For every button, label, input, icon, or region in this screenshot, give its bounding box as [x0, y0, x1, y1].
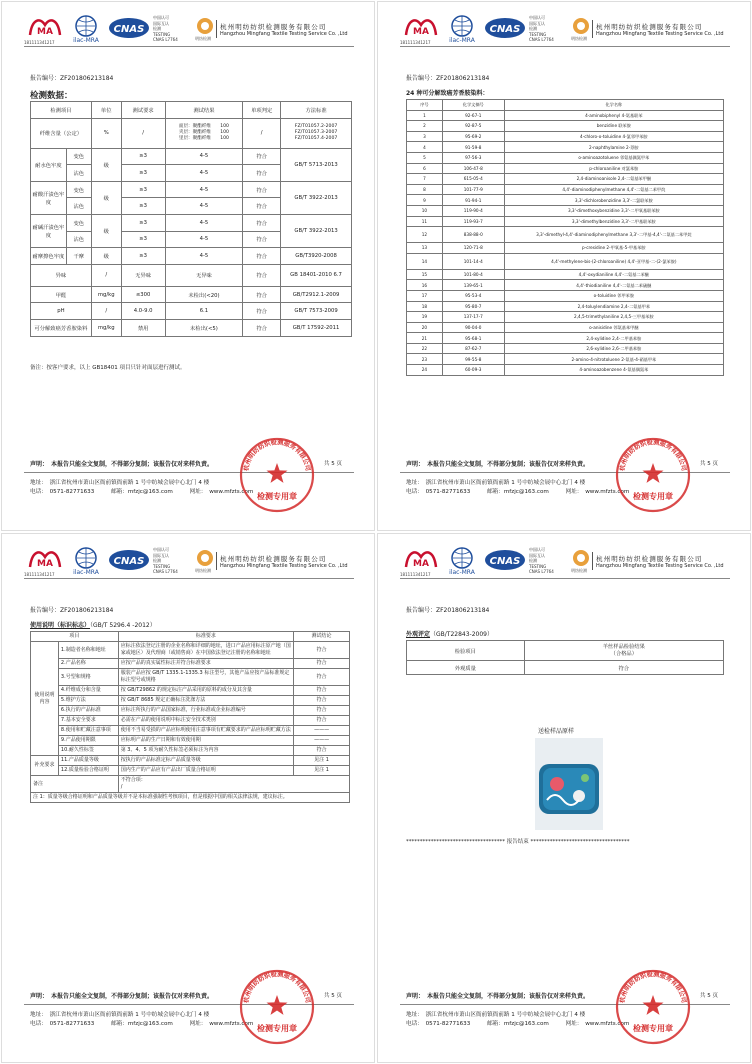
report-number: 报告编号：ZF201806213184	[406, 75, 490, 82]
table-row: 13 120-71-8 p-cresidine 2-甲氧基-5-甲基苯胺	[407, 243, 724, 254]
table-row: 8.使用和贮藏注意事项 使用不当易受损的产品应标明使用注意事项有贮藏要求的产品应标明贮藏方法 ———	[31, 726, 350, 736]
table-header-row: 检测项目 单位 测试要求 测试结果 单项判定 方法标准	[31, 102, 352, 119]
section-title: 检测数据：	[30, 91, 73, 101]
svg-text:MA: MA	[37, 559, 53, 569]
ma-logo-icon	[28, 15, 62, 37]
svg-text:ilac-MRA: ilac-MRA	[449, 569, 475, 576]
labeling-table	[30, 631, 350, 803]
declaration: 声明： 本报告只能全文复制，不得部分复制；该报告仅对来样负责。	[30, 461, 214, 468]
table-row: 7 615-05-4 2,4-diaminoanisole 2,4-二氨基苯甲醚	[407, 174, 724, 185]
company-logo-text: 明纺检测	[195, 36, 211, 41]
table-row: 22 87-62-7 2,6-xylidine 2,6-二甲基苯胺	[407, 343, 724, 354]
table-row: 补充要求 11.产品质量等级 按执行的产品标准定标产品质量等级 见注 1	[31, 756, 350, 766]
table-row: 2 92-87-5 benzidine 联苯胺	[407, 121, 724, 132]
svg-text:CNAS: CNAS	[113, 556, 145, 567]
declaration: 声明： 本报告只能全文复制，不得部分复制；该报告仅对来样负责。	[406, 461, 590, 468]
header-divider	[24, 46, 354, 47]
table-row: 耐水色牢度 变色 级 ≥3 4-5 符合 GB/T 5713-2013	[31, 148, 352, 165]
page-count: 共 5 页	[700, 461, 718, 467]
company-name: 杭州明纺纺织检测服务有限公司	[596, 23, 703, 31]
svg-text:检测专用章: 检测专用章	[257, 492, 297, 501]
official-stamp-icon	[238, 436, 316, 514]
ilac-logo-icon	[66, 14, 106, 44]
table-row: 20 90-04-0 o-anisidine 邻氨基苯甲醚	[407, 322, 724, 333]
company-name-en: Hangzhou Mingfang Textile Testing Service Co. ,Ltd	[596, 563, 724, 569]
company-logo-icon	[572, 17, 590, 35]
svg-text:检测专用章: 检测专用章	[633, 1024, 673, 1033]
cnas-label: CNAS	[113, 24, 145, 35]
svg-text:CNAS: CNAS	[489, 556, 521, 567]
note-row: 注 1：质量等级合格证明和产品质量等级并不是本标准强制性考核项目，但是根据中国的相关法律法规，建议标注。	[31, 793, 350, 803]
remark-row: 备注 不符合项： /	[31, 776, 350, 793]
company-name-en: Hangzhou Mingfang Textile Testing Service Co. ,Ltd	[220, 563, 348, 569]
footer-address: 地址： 浙江省杭州市萧山区衙前镇衙前路 1 号中纺城会展中心北门 4 楼 电话： 0571-82771633 邮箱：mfzjc@163.com 网址： www.mfzts.com	[30, 1012, 254, 1027]
appearance-table	[406, 640, 724, 675]
report-end: ************************************ 报告结束 ************************************	[406, 839, 630, 845]
svg-text:杭州明纺纺织检测服务有限公司: 杭州明纺纺织检测服务有限公司	[618, 439, 688, 472]
declaration: 声明： 本报告只能全文复制，不得部分复制；该报告仅对来样负责。	[30, 993, 214, 1000]
table-row: 4.纤维成分和含量 按 GB/T29862 的规定标注产品采用的原料的成分及其含量 符合	[31, 686, 350, 696]
table-row: 21 95-68-1 2,4-xylidine 2,4-二甲基苯胺	[407, 333, 724, 344]
svg-text:MA: MA	[413, 27, 429, 37]
table-row: 10.耐久性标签 第 3、4、5 项为耐久性标签必须标注为内容 符合	[31, 746, 350, 756]
report-number: 报告编号：ZF201806213184	[30, 607, 114, 614]
ma-number: 181111341217	[24, 40, 55, 45]
cnas-logo-icon	[108, 16, 150, 40]
table-row: 6.执行的产品标准 应标注所执行的产品国家标准，行业标准或企业标准编号 符合	[31, 706, 350, 716]
table-row: 沾色 ≥3 4-5 符合	[31, 198, 352, 215]
sample-photo	[535, 738, 603, 830]
table-row: 纤维含量（公定） % / 面层：聚酯纤维 100 夹层：聚酯纤维 100 里层：聚酯纤维 100 / FZ/T01057.2-2007 FZ/T01057.3-2007 FZ/T01057.4-2007	[31, 118, 352, 148]
page-count: 共 5 页	[324, 993, 342, 999]
table-row: 2.产品名称 应按产品的真实属性标注并符合标准要求 符合	[31, 659, 350, 669]
table-row: 9 91-94-1 3,3'-dichlorobenzidine 3,3'-二氯联苯胺	[407, 195, 724, 206]
company-name: 杭州明纺纺织检测服务有限公司	[220, 23, 327, 31]
official-stamp-icon	[238, 968, 316, 1046]
report-number: 报告编号：ZF201806213184	[30, 75, 114, 82]
table-header-row: 序号 化学文摘号 化学名称	[407, 100, 724, 111]
table-row: 沾色 ≥3 4-5 符合	[31, 165, 352, 182]
svg-text:检测专用章: 检测专用章	[633, 492, 673, 501]
report-page-2: MA 181111341217 ilac-MRA CNAS 中国认可 国际互认 检测 TESTING CNAS L7764 明纺检测 杭州明纺纺织检测服务有限公司 Hangzhou Mingfang Textile Testing Service Co. ,Ltd 报告编号：ZF201806213184 24 种可分解致癌芳香胺染料： 序号 化学文摘号 化学名称 1 92-67-1 4-aminobiphenyl 4-氨基联苯 2 92-87-5 benzidine 联苯胺 3 95-69-2 4-chloro-o-toluidine 4-氯邻甲苯胺 4 91-59-8 2-naphthylamine 2-萘胺 5 97-56-3 o-aminoazotoluene 邻氨基偶氮甲苯 6 106-47-8 p-chloroaniline 对氯苯胺 7 615-05-4 2,4-diaminoanisole 2,4-二氨基苯甲醚 8 101-77-9 4,4'-diaminodiphenylmethane 4,4'-二氨基二苯甲烷 9 91-94-1 3,3'-dichlorobenzidine 3,3'-二氯联苯胺 10 119-90-4 3,3'-dimethoxybenzidine 3,3'-二甲氧基联苯胺 11 119-93-7 3,3'-dimethylbenzidine 3,3'-二甲基联苯胺 12 838-88-0 3,3'-dimethyl-4,4'-diaminodiphenylmethane 3,3'-二甲基-4,4'-二氨基二苯甲烷 13 120-71-8 p-cresidine 2-甲氧基-5-甲基苯胺 14 101-14-4 4,4'-methylene-bis-(2-chloroaniline) 4,4'-亚甲基-二-(2-氯苯胺) 15 101-80-4 4,4'-oxydianiline 4,4'-二氨基二苯醚 16 139-65-1 4,4'-thiodianiline 4,4'-二氨基二苯硫醚 17 95-53-4 o-toluidine 邻甲苯胺 18 95-80-7 2,4-toluylendiamine 2,4-二氨基甲苯 19 137-17-7 2,4,5-trimethylaniline 2,4,5-三甲基苯胺 20 90-04-0 o-anisidine 邻氨基苯甲醚 21 95-68-1 2,4-xylidine 2,4-二甲基苯胺 22 87-62-7 2,6-xylidine 2,6-二甲基苯胺 23 99-55-8 2-amino-4-nitrotoluene 2-氨基-4-硝基甲苯 24 60-09-3 4-aminoazobenzene 4-氨基偶氮苯 声明： 本报告只能全文复制，不得部分复制；该报告仅对来样负责。 共 5 页 地址： 浙江省杭州市萧山区衙前镇衙前路 1 号中纺城会展中心北门 4 楼 电话： 0571-82771633 邮箱：mfzjc@163.com 网址： www.mfzts.com 杭州明纺纺织检测服务有限公司 检测专用章	[377, 1, 751, 531]
table-row: 9.产品使用期限 应标明产品的生产日期和有效使用期 ———	[31, 736, 350, 746]
company-logo-icon	[572, 549, 590, 567]
table-row: 沾色 ≥3 4-5 符合	[31, 231, 352, 248]
table-row: 12 838-88-0 3,3'-dimethyl-4,4'-diaminodiphenylmethane 3,3'-二甲基-4,4'-二氨基二苯甲烷	[407, 227, 724, 243]
company-name: 杭州明纺纺织检测服务有限公司	[596, 555, 703, 563]
official-stamp-icon	[614, 968, 692, 1046]
table-row: 5 97-56-3 o-aminoazotoluene 邻氨基偶氮甲苯	[407, 152, 724, 163]
table-row: 外观质量 符合	[407, 661, 724, 675]
svg-text:杭州明纺纺织检测服务有限公司: 杭州明纺纺织检测服务有限公司	[242, 439, 312, 472]
cnas-logo-icon	[108, 548, 150, 572]
table-row: 使用说明内容 1.制造者名称和地址 应标注依法登记注册的企业名称和详细的地址，进口产品应用标注原产地（国家或地区）及代理商（或销售商）在中国依法登记注册的名称和地址 符合	[31, 642, 350, 659]
table-row: 15 101-80-4 4,4'-oxydianiline 4,4'-二氨基二苯醚	[407, 269, 724, 280]
ilac-logo-icon	[66, 546, 106, 576]
table-row: 检验项目 羊丝样品检验结果 （合格品）	[407, 641, 724, 661]
table-row: 1 92-67-1 4-aminobiphenyl 4-氨基联苯	[407, 110, 724, 121]
ilac-logo-icon	[442, 546, 482, 576]
footer-address: 地址： 浙江省杭州市萧山区衙前镇衙前路 1 号中纺城会展中心北门 4 楼 电话： 0571-82771633 邮箱：mfzjc@163.com 网址： www.mfzts.com	[30, 480, 254, 495]
aromatic-amine-table	[406, 99, 724, 376]
company-name: 杭州明纺纺织检测服务有限公司	[220, 555, 327, 563]
report-page-1	[1, 1, 375, 531]
svg-text:CNAS: CNAS	[489, 24, 521, 35]
ma-label: MA	[37, 27, 53, 37]
cnas-accreditation-text: 中国认可 国际互认 检测 TESTING CNAS L7764	[153, 15, 178, 42]
table-row: 23 99-55-8 2-amino-4-nitrotoluene 2-氨基-4-硝基甲苯	[407, 354, 724, 365]
section-title: 外观评定（GB/T22843-2009）	[406, 631, 493, 638]
ma-logo-icon	[28, 547, 62, 569]
table-row: 耐碱汗渍色牢度 变色 级 ≥3 4-5 符合 GB/T 3922-2013	[31, 214, 352, 231]
section-title: 24 种可分解致癌芳香胺染料：	[406, 90, 489, 97]
svg-text:MA: MA	[413, 559, 429, 569]
table-row: 8 101-77-9 4,4'-diaminodiphenylmethane 4,4'-二氨基二苯甲烷	[407, 184, 724, 195]
declaration: 声明： 本报告只能全文复制，不得部分复制；该报告仅对来样负责。	[406, 993, 590, 1000]
company-name-en: Hangzhou Mingfang Textile Testing Service Co. ,Ltd	[220, 31, 348, 37]
page-count: 共 5 页	[324, 461, 342, 467]
table-row: 5.维护方法 按 GB/T 8685 规定正确标注洗涤方法 符合	[31, 696, 350, 706]
ilac-label: ilac-MRA	[73, 37, 99, 44]
table-row: pH / 4.0-9.0 6.1 符合 GB/T 7573-2009	[31, 303, 352, 320]
section-title: 使用说明（标识标志）（GB/T 5296.4 -2012）	[30, 622, 156, 629]
svg-text:ilac-MRA: ilac-MRA	[73, 569, 99, 576]
report-page-4: MA 181111341217 ilac-MRA CNAS 中国认可 国际互认 检测 TESTING CNAS L7764 明纺检测 杭州明纺纺织检测服务有限公司 Hangzhou Mingfang Textile Testing Service Co. ,Ltd 报告编号：ZF201806213184 外观评定（GB/T22843-2009） 检验项目 羊丝样品检验结果 （合格品） 外观质量 符合 送检样品原样 ************************************ 报告结束 ************************************ 声明： 本报告只能全文复制，不得部分复制；该报告仅对来样负责。 共 5 页 地址： 浙江省杭州市萧山区衙前镇衙前路 1 号中纺城会展中心北门 4 楼 电话： 0571-82771633 邮箱：mfzjc@163.com 网址： www.mfzts.com 杭州明纺纺织检测服务有限公司 检测专用章	[377, 533, 751, 1063]
table-row: 12.质量检验合格证明 国内生产的产品应有产品出厂质量合格证明 见注 1	[31, 766, 350, 776]
table-row: 3 95-69-2 4-chloro-o-toluidine 4-氯邻甲苯胺	[407, 131, 724, 142]
table-row: 3.号型和规格 服装产品应按 GB/T 1335.1-1335.3 标注型号，其他产品应按产品标准规定标注型号或规格 符合	[31, 669, 350, 686]
table-header-row: 项目 标准要求 测试结论	[31, 632, 350, 642]
table-row: 16 139-65-1 4,4'-thiodianiline 4,4'-二氨基二苯硫醚	[407, 280, 724, 291]
company-logo-icon	[196, 17, 214, 35]
company-name-en: Hangzhou Mingfang Textile Testing Service Co. ,Ltd	[596, 31, 724, 37]
table-row: 甲醛 mg/kg ≤300 未检出(<20) 符合 GB/T2912.1-2009	[31, 286, 352, 303]
report-number: 报告编号：ZF201806213184	[406, 607, 490, 614]
sample-caption: 送检样品原样	[538, 728, 575, 735]
footer-address: 地址： 浙江省杭州市萧山区衙前镇衙前路 1 号中纺城会展中心北门 4 楼 电话： 0571-82771633 邮箱：mfzjc@163.com 网址： www.mfzts.com	[406, 1012, 630, 1027]
footer-address: 地址： 浙江省杭州市萧山区衙前镇衙前路 1 号中纺城会展中心北门 4 楼 电话： 0571-82771633 邮箱：mfzjc@163.com 网址： www.mfzts.com	[406, 480, 630, 495]
official-stamp-icon	[614, 436, 692, 514]
cnas-logo-icon	[484, 16, 526, 40]
svg-text:ilac-MRA: ilac-MRA	[449, 37, 475, 44]
table-row: 14 101-14-4 4,4'-methylene-bis-(2-chloroaniline) 4,4'-亚甲基-二-(2-氯苯胺)	[407, 253, 724, 269]
table-row: 17 95-53-4 o-toluidine 邻甲苯胺	[407, 290, 724, 301]
report-page-3: MA 181111341217 ilac-MRA CNAS 中国认可 国际互认 检测 TESTING CNAS L7764 明纺检测 杭州明纺纺织检测服务有限公司 Hangzhou Mingfang Textile Testing Service Co. ,Ltd 报告编号：ZF201806213184 使用说明（标识标志）（GB/T 5296.4 -2012） 项目 标准要求 测试结论 使用说明内容 1.制造者名称和地址 应标注依法登记注册的企业名称和详细的地址，进口产品应用标注原产地（国家或地区）及代理商（或销售商）在中国依法登记注册的名称和地址 符合 2.产品名称 应按产品的真实属性标注并符合标准要求 符合 3.号型和规格 服装产品应按 GB/T 1335.1-1335.3 标注型号，其他产品应按产品标准规定标注型号或规格 符合 4.纤维成分和含量 按 GB/T29862 的规定标注产品采用的原料的成分及其含量 符合 5.维护方法 按 GB/T 8685 规定正确标注洗涤方法 符合 6.执行的产品标准 应标注所执行的产品国家标准，行业标准或企业标准编号 符合 7.基本安全要求 必需在产品的使用说明中标注安全技术类别 符合 8.使用和贮藏注意事项 使用不当易受损的产品应标明使用注意事项有贮藏要求的产品应标明贮藏方法 ——— 9.产品使用期限 应标明产品的生产日期和有效使用期 ——— 10.耐久性标签 第 3、4、5 项为耐久性标签必须标注为内容 符合 补充要求 11.产品质量等级 按执行的产品标准定标产品质量等级 见注 1 12.质量检验合格证明 国内生产的产品应有产品出厂质量合格证明 见注 1 备注 不符合项： / 注 1：质量等级合格证明和产品质量等级并不是本标准强制性考核项目，但是根据中国的相关法律法规，建议标注。 声明： 本报告只能全文复制，不得部分复制；该报告仅对来样负责。 共 5 页 地址： 浙江省杭州市萧山区衙前镇衙前路 1 号中纺城会展中心北门 4 楼 电话： 0571-82771633 邮箱：mfzjc@163.com 网址： www.mfzts.com 杭州明纺纺织检测服务有限公司 检测专用章	[1, 533, 375, 1063]
table-row: 10 119-90-4 3,3'-dimethoxybenzidine 3,3'-二甲氧基联苯胺	[407, 205, 724, 216]
table-row: 耐摩擦色牢度 干摩 级 ≥3 4-5 符合 GB/T3920-2008	[31, 248, 352, 265]
table-row: 7.基本安全要求 必需在产品的使用说明中标注安全技术类别 符合	[31, 716, 350, 726]
table-row: 4 91-59-8 2-naphthylamine 2-萘胺	[407, 142, 724, 153]
table-row: 6 106-47-8 p-chloroaniline 对氯苯胺	[407, 163, 724, 174]
company-logo-icon	[196, 549, 214, 567]
svg-text:检测专用章: 检测专用章	[257, 1024, 297, 1033]
cnas-logo-icon	[484, 548, 526, 572]
table-note: 备注：按客户要求，以上 GB18401 项目只针对面层进行测试。	[30, 365, 186, 371]
table-row: 11 119-93-7 3,3'-dimethylbenzidine 3,3'-二甲基联苯胺	[407, 216, 724, 227]
table-row: 耐酸汗渍色牢度 变色 级 ≥3 4-5 符合 GB/T 3922-2013	[31, 181, 352, 198]
svg-text:杭州明纺纺织检测服务有限公司: 杭州明纺纺织检测服务有限公司	[618, 971, 688, 1004]
page-count: 共 5 页	[700, 993, 718, 999]
ma-logo-icon	[404, 15, 438, 37]
table-row: 18 95-80-7 2,4-toluylendiamine 2,4-二氨基甲苯	[407, 301, 724, 312]
table-row: 19 137-17-7 2,4,5-trimethylaniline 2,4,5-三甲基苯胺	[407, 312, 724, 323]
table-row: 异味 / 无异味 无异味 符合 GB 18401-2010 6.7	[31, 264, 352, 286]
table-row: 24 60-09-3 4-aminoazobenzene 4-氨基偶氮苯	[407, 365, 724, 376]
test-data-table	[30, 101, 352, 337]
table-row: 可分解致癌芳香胺染料 mg/kg 禁用 未检出(<5) 符合 GB/T 17592-2011	[31, 319, 352, 336]
ilac-logo-icon	[442, 14, 482, 44]
svg-text:杭州明纺纺织检测服务有限公司: 杭州明纺纺织检测服务有限公司	[242, 971, 312, 1004]
ma-logo-icon	[404, 547, 438, 569]
